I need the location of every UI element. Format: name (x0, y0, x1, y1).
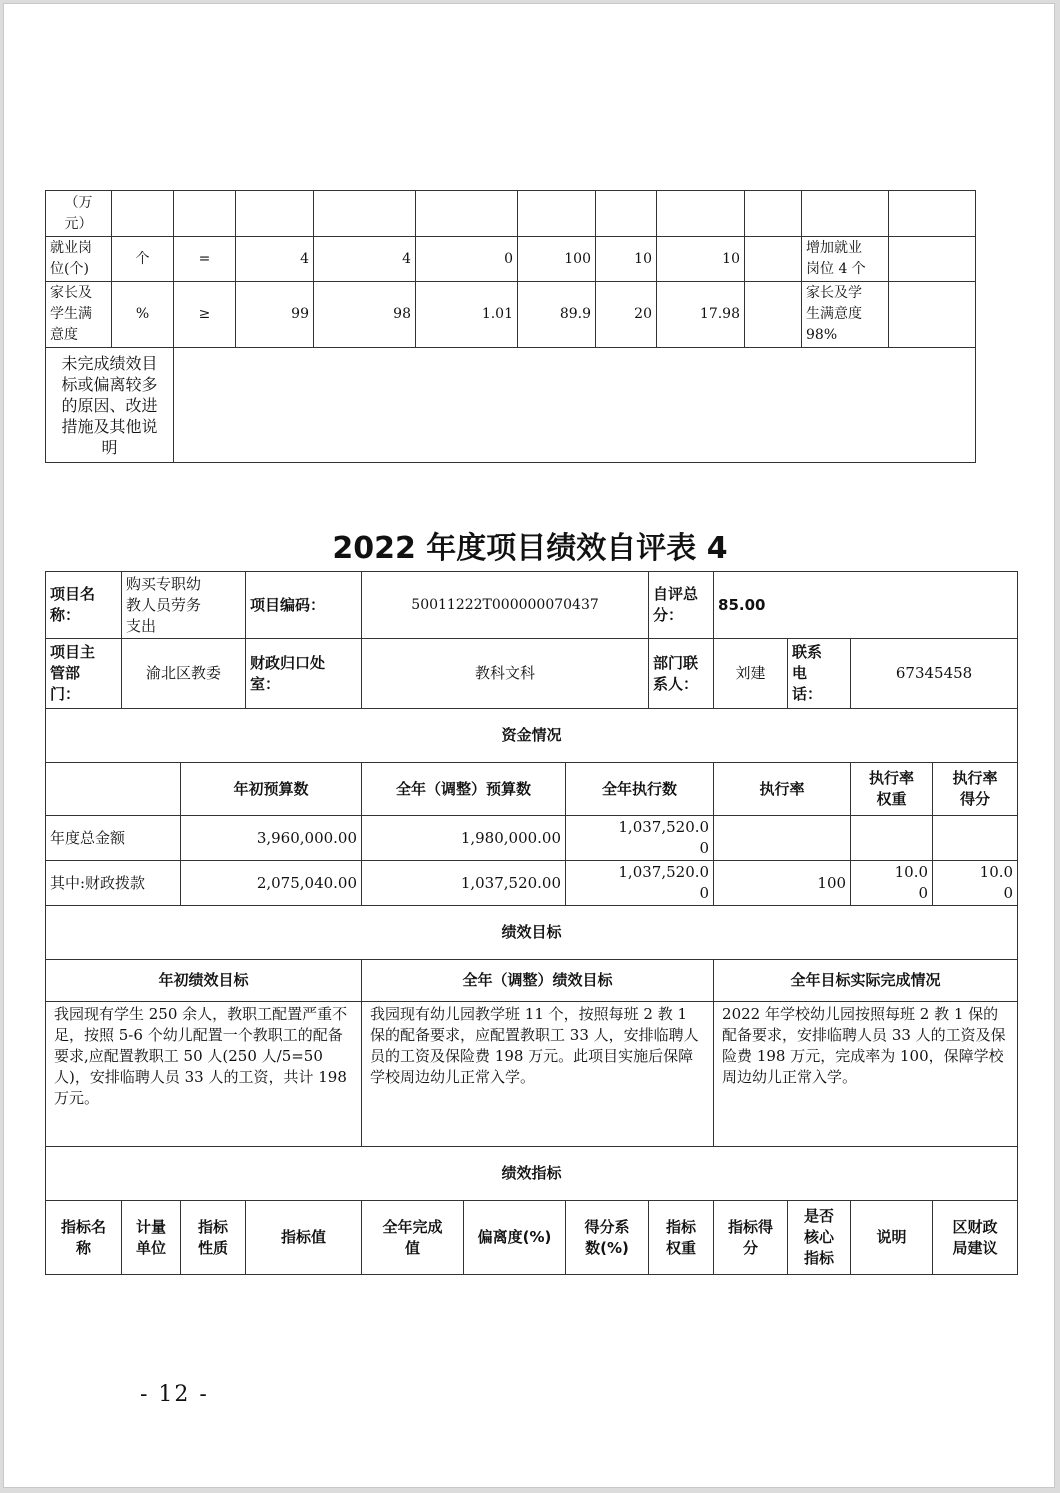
indicator-note: 增加就业 岗位 4 个 (802, 237, 889, 282)
dept-value: 渝北区教委 (122, 639, 246, 709)
col-target: 指标值 (246, 1201, 362, 1275)
table-row (46, 1201, 1018, 1275)
table-row (46, 572, 1018, 639)
funds-weight (851, 816, 933, 861)
funds-row-label: 年度总金额 (46, 816, 181, 861)
table-row (46, 1147, 1018, 1201)
indicator-score: 10 (657, 237, 745, 282)
funds-row-label: 其中:财政拨款 (46, 861, 181, 906)
funds-rate (714, 816, 851, 861)
table-row (46, 237, 976, 282)
evaluation-table (45, 571, 1018, 1275)
col-unit: 计量 单位 (122, 1201, 181, 1275)
col-exec-rate: 执行率 (714, 763, 851, 816)
funds-section-header: 资金情况 (46, 709, 1018, 763)
table-row (46, 191, 976, 237)
table-row (46, 960, 1018, 1002)
indicator-advice (889, 237, 976, 282)
finance-office-label: 财政归口处 室： (246, 639, 362, 709)
table-row (46, 282, 976, 348)
table-row (46, 816, 1018, 861)
col-advice: 区财政 局建议 (933, 1201, 1018, 1275)
col-rate-score: 执行率 得分 (933, 763, 1018, 816)
col-rate-weight: 执行率 权重 (851, 763, 933, 816)
contact-value: 刘建 (714, 639, 788, 709)
indicator-weight: 10 (596, 237, 657, 282)
indicator-deviation: 1.01 (416, 282, 518, 348)
col-nature: 指标 性质 (181, 1201, 246, 1275)
previous-indicator-table (45, 190, 976, 463)
indicator-score: 17.98 (657, 282, 745, 348)
indicator-core (745, 237, 802, 282)
indicator-target: 99 (236, 282, 314, 348)
indicator-operator: ≥ (174, 282, 236, 348)
indicator-actual: 4 (314, 237, 416, 282)
table-row (46, 763, 1018, 816)
phone-value: 67345458 (851, 639, 1018, 709)
finance-office-value: 教科文科 (362, 639, 649, 709)
table-row (46, 348, 976, 463)
indicator-unit: % (112, 282, 174, 348)
col-adjusted-budget: 全年（调整）预算数 (362, 763, 566, 816)
col-initial-goal: 年初绩效目标 (46, 960, 362, 1002)
col-indicator-name: 指标名 称 (46, 1201, 122, 1275)
col-actual-goal: 全年目标实际完成情况 (714, 960, 1018, 1002)
indicator-target: 4 (236, 237, 314, 282)
project-name-label: 项目名 称： (46, 572, 122, 639)
indicator-name: 家长及 学生满 意度 (46, 282, 112, 348)
funds-executed: 1,037,520.0 0 (566, 861, 714, 906)
indicator-unit: 个 (112, 237, 174, 282)
col-weight: 指标 权重 (649, 1201, 714, 1275)
funds-weight: 10.0 0 (851, 861, 933, 906)
indicator-core (745, 282, 802, 348)
page-number: - 12 - (140, 1382, 209, 1407)
funds-rate: 100 (714, 861, 851, 906)
funds-initial: 3,960,000.00 (181, 816, 362, 861)
indicator-actual: 98 (314, 282, 416, 348)
goals-section-header: 绩效目标 (46, 906, 1018, 960)
col-score: 指标得 分 (714, 1201, 788, 1275)
reason-value (174, 348, 976, 463)
indicators-section-header: 绩效指标 (46, 1147, 1018, 1201)
actual-goal-text: 2022 年学校幼儿园按照每班 2 教 1 保的配备要求，安排临聘人员 33 人的工资及保险费 198 万元，完成率为 100，保障学校周边幼儿正常入学。 (714, 1002, 1018, 1147)
table-row (46, 639, 1018, 709)
col-actual: 全年完成 值 (362, 1201, 464, 1275)
table-row (46, 906, 1018, 960)
dept-label: 项目主 管部 门： (46, 639, 122, 709)
col-deviation: 偏离度(%) (464, 1201, 566, 1275)
col-coefficient: 得分系 数(%) (566, 1201, 649, 1275)
funds-score (933, 816, 1018, 861)
initial-goal-text: 我园现有学生 250 余人，教职工配置严重不足，按照 5-6 个幼儿配置一个教职工的配备要求,应配置教职工 50 人(250 人/5=50 人)，安排临聘人员 33 人的工资，共计 198 万元。 (46, 1002, 362, 1147)
indicator-name: （万 元） (46, 191, 112, 237)
adjusted-goal-text: 我园现有幼儿园教学班 11 个，按照每班 2 教 1 保的配备要求，应配置教职工 33 人，安排临聘人员的工资及保险费 198 万元。此项目实施后保障学校周边幼儿正常入学。 (362, 1002, 714, 1147)
indicator-rate: 89.9 (518, 282, 596, 348)
col-note: 说明 (851, 1201, 933, 1275)
col-initial-budget: 年初预算数 (181, 763, 362, 816)
col-executed: 全年执行数 (566, 763, 714, 816)
project-code-value: 50011222T000000070437 (362, 572, 649, 639)
funds-initial: 2,075,040.00 (181, 861, 362, 906)
indicator-note: 家长及学 生满意度 98% (802, 282, 889, 348)
funds-score: 10.0 0 (933, 861, 1018, 906)
indicator-name: 就业岗 位(个) (46, 237, 112, 282)
reason-label: 未完成绩效目 标或偏离较多 的原因、改进 措施及其他说 明 (46, 348, 174, 463)
indicator-operator: = (174, 237, 236, 282)
contact-label: 部门联 系人： (649, 639, 714, 709)
table-row (46, 709, 1018, 763)
project-name-value: 购买专职幼 教人员劳务 支出 (122, 572, 246, 639)
indicator-advice (889, 282, 976, 348)
indicator-rate: 100 (518, 237, 596, 282)
funds-executed: 1,037,520.0 0 (566, 816, 714, 861)
col-core: 是否 核心 指标 (788, 1201, 851, 1275)
self-score-value: 85.00 (714, 572, 1018, 639)
project-code-label: 项目编码： (246, 572, 362, 639)
col-adjusted-goal: 全年（调整）绩效目标 (362, 960, 714, 1002)
self-score-label: 自评总 分： (649, 572, 714, 639)
funds-adjusted: 1,980,000.00 (362, 816, 566, 861)
indicator-weight: 20 (596, 282, 657, 348)
table-row (46, 1002, 1018, 1147)
phone-label: 联系 电 话： (788, 639, 851, 709)
funds-adjusted: 1,037,520.00 (362, 861, 566, 906)
table-row (46, 861, 1018, 906)
page-title: 2022 年度项目绩效自评表 4 (332, 531, 728, 566)
indicator-deviation: 0 (416, 237, 518, 282)
